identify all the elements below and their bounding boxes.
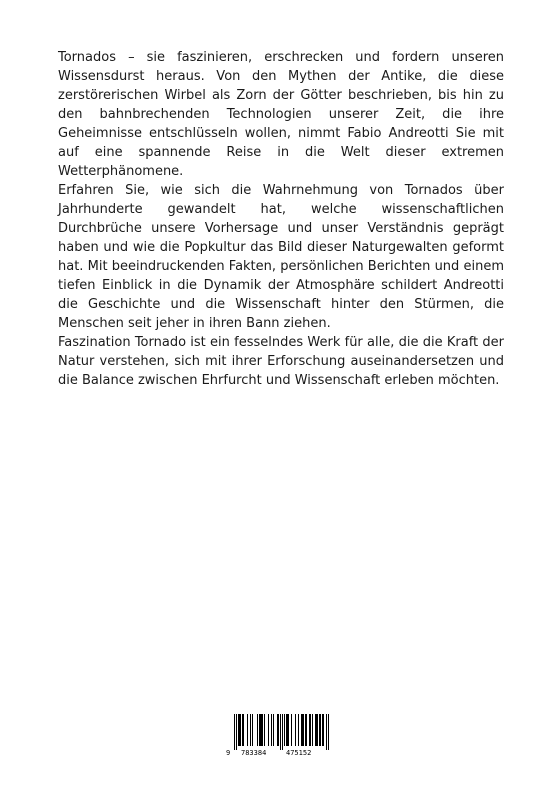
barcode-bar (271, 714, 272, 746)
barcode-bar (247, 714, 248, 746)
barcode-bar (287, 714, 288, 746)
barcode-bar (277, 714, 278, 746)
barcode-bar (259, 714, 260, 746)
barcode-bar (280, 714, 281, 750)
barcode-bar (284, 714, 285, 746)
isbn-lead-digit: 9 (226, 749, 231, 757)
barcode-bar (306, 714, 307, 746)
barcode-bar (236, 714, 237, 750)
barcode-bar (322, 714, 323, 746)
barcode-bar (282, 714, 283, 750)
back-cover-blurb (58, 48, 504, 390)
barcode-bar (243, 714, 244, 746)
barcode-bar (323, 714, 324, 746)
isbn-group-right: 475152 (286, 749, 312, 757)
blurb-paragraph-1: Tornados – sie faszinieren, erschrecken und fordern unseren Wissensdurst heraus. Von den Mythen der Antike, die diese zerstörerischen Wirbel als Zorn der Götter beschrieben, bis hin zu den bahnbrechenden Technologien unserer Zeit, die ihre Geheimnisse entschlüsseln wollen, nimmt Fabio Andreotti Sie mit auf eine spannende Reise in die Welt dieser extremen Wetterphänomene. (58, 50, 504, 179)
barcode-bar (288, 714, 289, 746)
barcode-bar (262, 714, 263, 746)
barcode-bar (239, 714, 240, 746)
barcode-bar (305, 714, 306, 746)
barcode-bar (264, 714, 265, 746)
barcode-bar (316, 714, 317, 746)
isbn-barcode (226, 714, 332, 764)
barcode-bar (312, 714, 313, 746)
barcode-bar (234, 714, 235, 750)
barcode-bar (315, 714, 316, 746)
blurb-paragraph-3: Faszination Tornado ist ein fesselndes Werk für alle, die die Kraft der Natur verstehen, sich mit ihrer Erforschung auseinandersetzen und die Balance zwischen Ehrfurcht und Wissenschaft erleben möchten. (58, 335, 504, 388)
barcode-bar (320, 714, 321, 746)
barcode-bar (291, 714, 292, 746)
barcode-bar (310, 714, 311, 746)
barcode-bar (260, 714, 261, 746)
barcode-bar (295, 714, 296, 746)
barcode-bar (261, 714, 262, 746)
barcode-bar (317, 714, 318, 746)
barcode-bar (302, 714, 303, 746)
barcode-bar (301, 714, 302, 746)
barcode-bar (286, 714, 287, 746)
barcode-bar (326, 714, 327, 750)
barcode-bar (250, 714, 251, 746)
barcode-bar (298, 714, 299, 746)
isbn-group-left: 783384 (241, 749, 267, 757)
barcode-bar (278, 714, 279, 746)
barcode-bar (273, 714, 274, 746)
barcode-bar (328, 714, 329, 750)
barcode-bar (309, 714, 310, 746)
barcode-bar (252, 714, 253, 746)
barcode-bar (319, 714, 320, 746)
barcode-bar (240, 714, 241, 746)
blurb-paragraph-2: Erfahren Sie, wie sich die Wahrnehmung von Tornados über Jahrhunderte gewandelt hat, welche wissenschaftlichen Durchbrüche unsere Vorhersage und unser Verständnis geprägt haben und wie die Popkultur das Bild dieser Naturgewalten geformt hat. Mit beeindruckenden Fakten, persönlichen Berichten und einem tiefen Einblick in die Dynamik der Atmosphäre schildert Andreotti die Geschichte und die Wissenschaft hinter den Stürmen, die Menschen seit jeher in ihren Bann ziehen. (58, 183, 504, 331)
barcode-bars (226, 714, 332, 750)
barcode-bar (257, 714, 258, 746)
barcode-bar (268, 714, 269, 746)
barcode-bar (303, 714, 304, 746)
barcode-bar (238, 714, 239, 746)
barcode-bar (242, 714, 243, 746)
